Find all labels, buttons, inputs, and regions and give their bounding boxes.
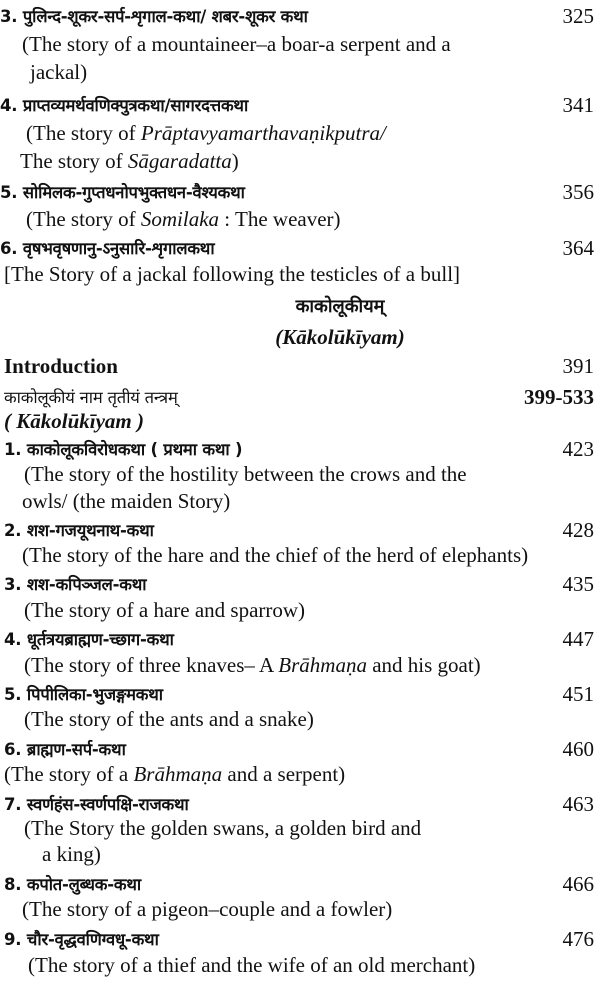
toc-entry-3 [4,572,600,595]
entry-heading: 2. शश-गजयूथनाथ-कथा [4,521,154,540]
entry-heading: 5. पिपीलिका-भुजङ्गमकथा [4,685,163,704]
entry-heading: 6. ब्राह्मण-सर्प-कथा [4,740,126,759]
entry-page-number: 466 [562,872,594,896]
entry-page-number: 447 [562,627,594,651]
entry-heading: 4. प्राप्तव्यमर्थवणिक्पुत्रकथा/सागरदत्तकथा [0,96,249,115]
entry-description: [The Story of a jackal following the testicles of a bull] [4,262,461,286]
tantra-row [4,385,600,408]
toc-entry-6-top [0,236,600,259]
toc-entry-6 [4,737,600,760]
entry-description: (The Story the golden swans, a golden bird and [24,816,422,840]
entry-description: (The story of the ants and a snake) [24,707,314,731]
tantra-subtitle: ( Kākolūkīyam ) [4,409,144,433]
entry-heading: 4. धूर्तत्रयब्राह्मण-च्छाग-कथा [4,630,174,649]
entry-description: (The story of the hare and the chief of the herd of elephants) [22,543,529,567]
entry-page-number: 476 [562,927,594,951]
entry-description: (The story of a hare and sparrow) [24,598,306,622]
entry-description-cont: owls/ (the maiden Story) [22,489,231,513]
toc-entry-9 [4,927,600,950]
entry-description-cont: jackal) [30,60,88,84]
entry-description: (The story of a pigeon–couple and a fowler) [22,897,393,921]
entry-description: (The story of a mountaineer–a boar-a serpent and a [22,32,451,56]
section-title-transliteration: (Kākolūkīyam) [275,325,405,349]
entry-description: (The story of a Brāhmaṇa and a serpent) [4,762,346,786]
entry-page-number: 428 [562,518,594,542]
entry-page-number: 435 [562,572,594,596]
entry-heading: 6. वृषभवृषणानु-ऽनुसारि-शृगालकथा [0,239,215,258]
entry-heading: 7. स्वर्णहंस-स्वर्णपक्षि-राजकथा [4,795,189,814]
entry-page-number: 451 [562,682,594,706]
section-title-devanagari: काकोलूकीयम् [295,296,385,317]
introduction-label: Introduction [4,354,118,378]
entry-page-number: 356 [562,180,594,204]
entry-page-number: 364 [562,236,594,260]
entry-page-number: 325 [562,4,594,28]
entry-description: (The story of the hostility between the crows and the [24,462,467,486]
toc-entry-5 [4,682,600,705]
entry-heading: 8. कपोत-लुब्धक-कथा [4,875,141,894]
entry-description: (The story of three knaves– A Brāhmaṇa and his goat) [24,653,481,677]
toc-entry-5-top [0,180,600,203]
entry-description: (The story of a thief and the wife of an old merchant) [28,953,476,977]
tantra-heading: काकोलूकीयं नाम तृतीयं तन्त्रम् [4,388,178,407]
introduction-row [4,354,600,379]
toc-entry-3-top [0,4,600,27]
entry-description-cont: a king) [42,842,101,866]
entry-page-number: 341 [562,93,594,117]
entry-description-cont: The story of Sāgaradatta) [20,149,239,173]
toc-entry-7 [4,792,600,815]
entry-heading: 3. शश-कपिञ्जल-कथा [4,575,147,594]
introduction-page: 391 [562,354,594,378]
toc-entry-8 [4,872,600,895]
entry-heading: 3. पुलिन्द-शूकर-सर्प-शृगाल-कथा/ शबर-शूकर कथा [0,7,308,26]
entry-description: (The story of Somilaka : The weaver) [26,207,341,231]
entry-heading: 5. सोमिलक-गुप्तधनोपभुक्तधन-वैश्यकथा [0,183,245,202]
toc-entry-4 [4,627,600,650]
toc-entry-2 [4,518,600,541]
entry-heading: 9. चौर-वृद्धवणिग्वधू-कथा [4,930,159,949]
entry-page-number: 463 [562,792,594,816]
entry-page-number: 423 [562,437,594,461]
entry-page-number: 460 [562,737,594,761]
tantra-pages: 399-533 [524,385,594,409]
entry-heading: 1. काकोलूकविरोधकथा ( प्रथमा कथा ) [4,440,243,459]
toc-entry-1 [4,437,600,460]
toc-entry-4-top [0,93,600,116]
entry-description: (The story of Prāptavyamarthavaṇikputra/ [26,121,386,145]
